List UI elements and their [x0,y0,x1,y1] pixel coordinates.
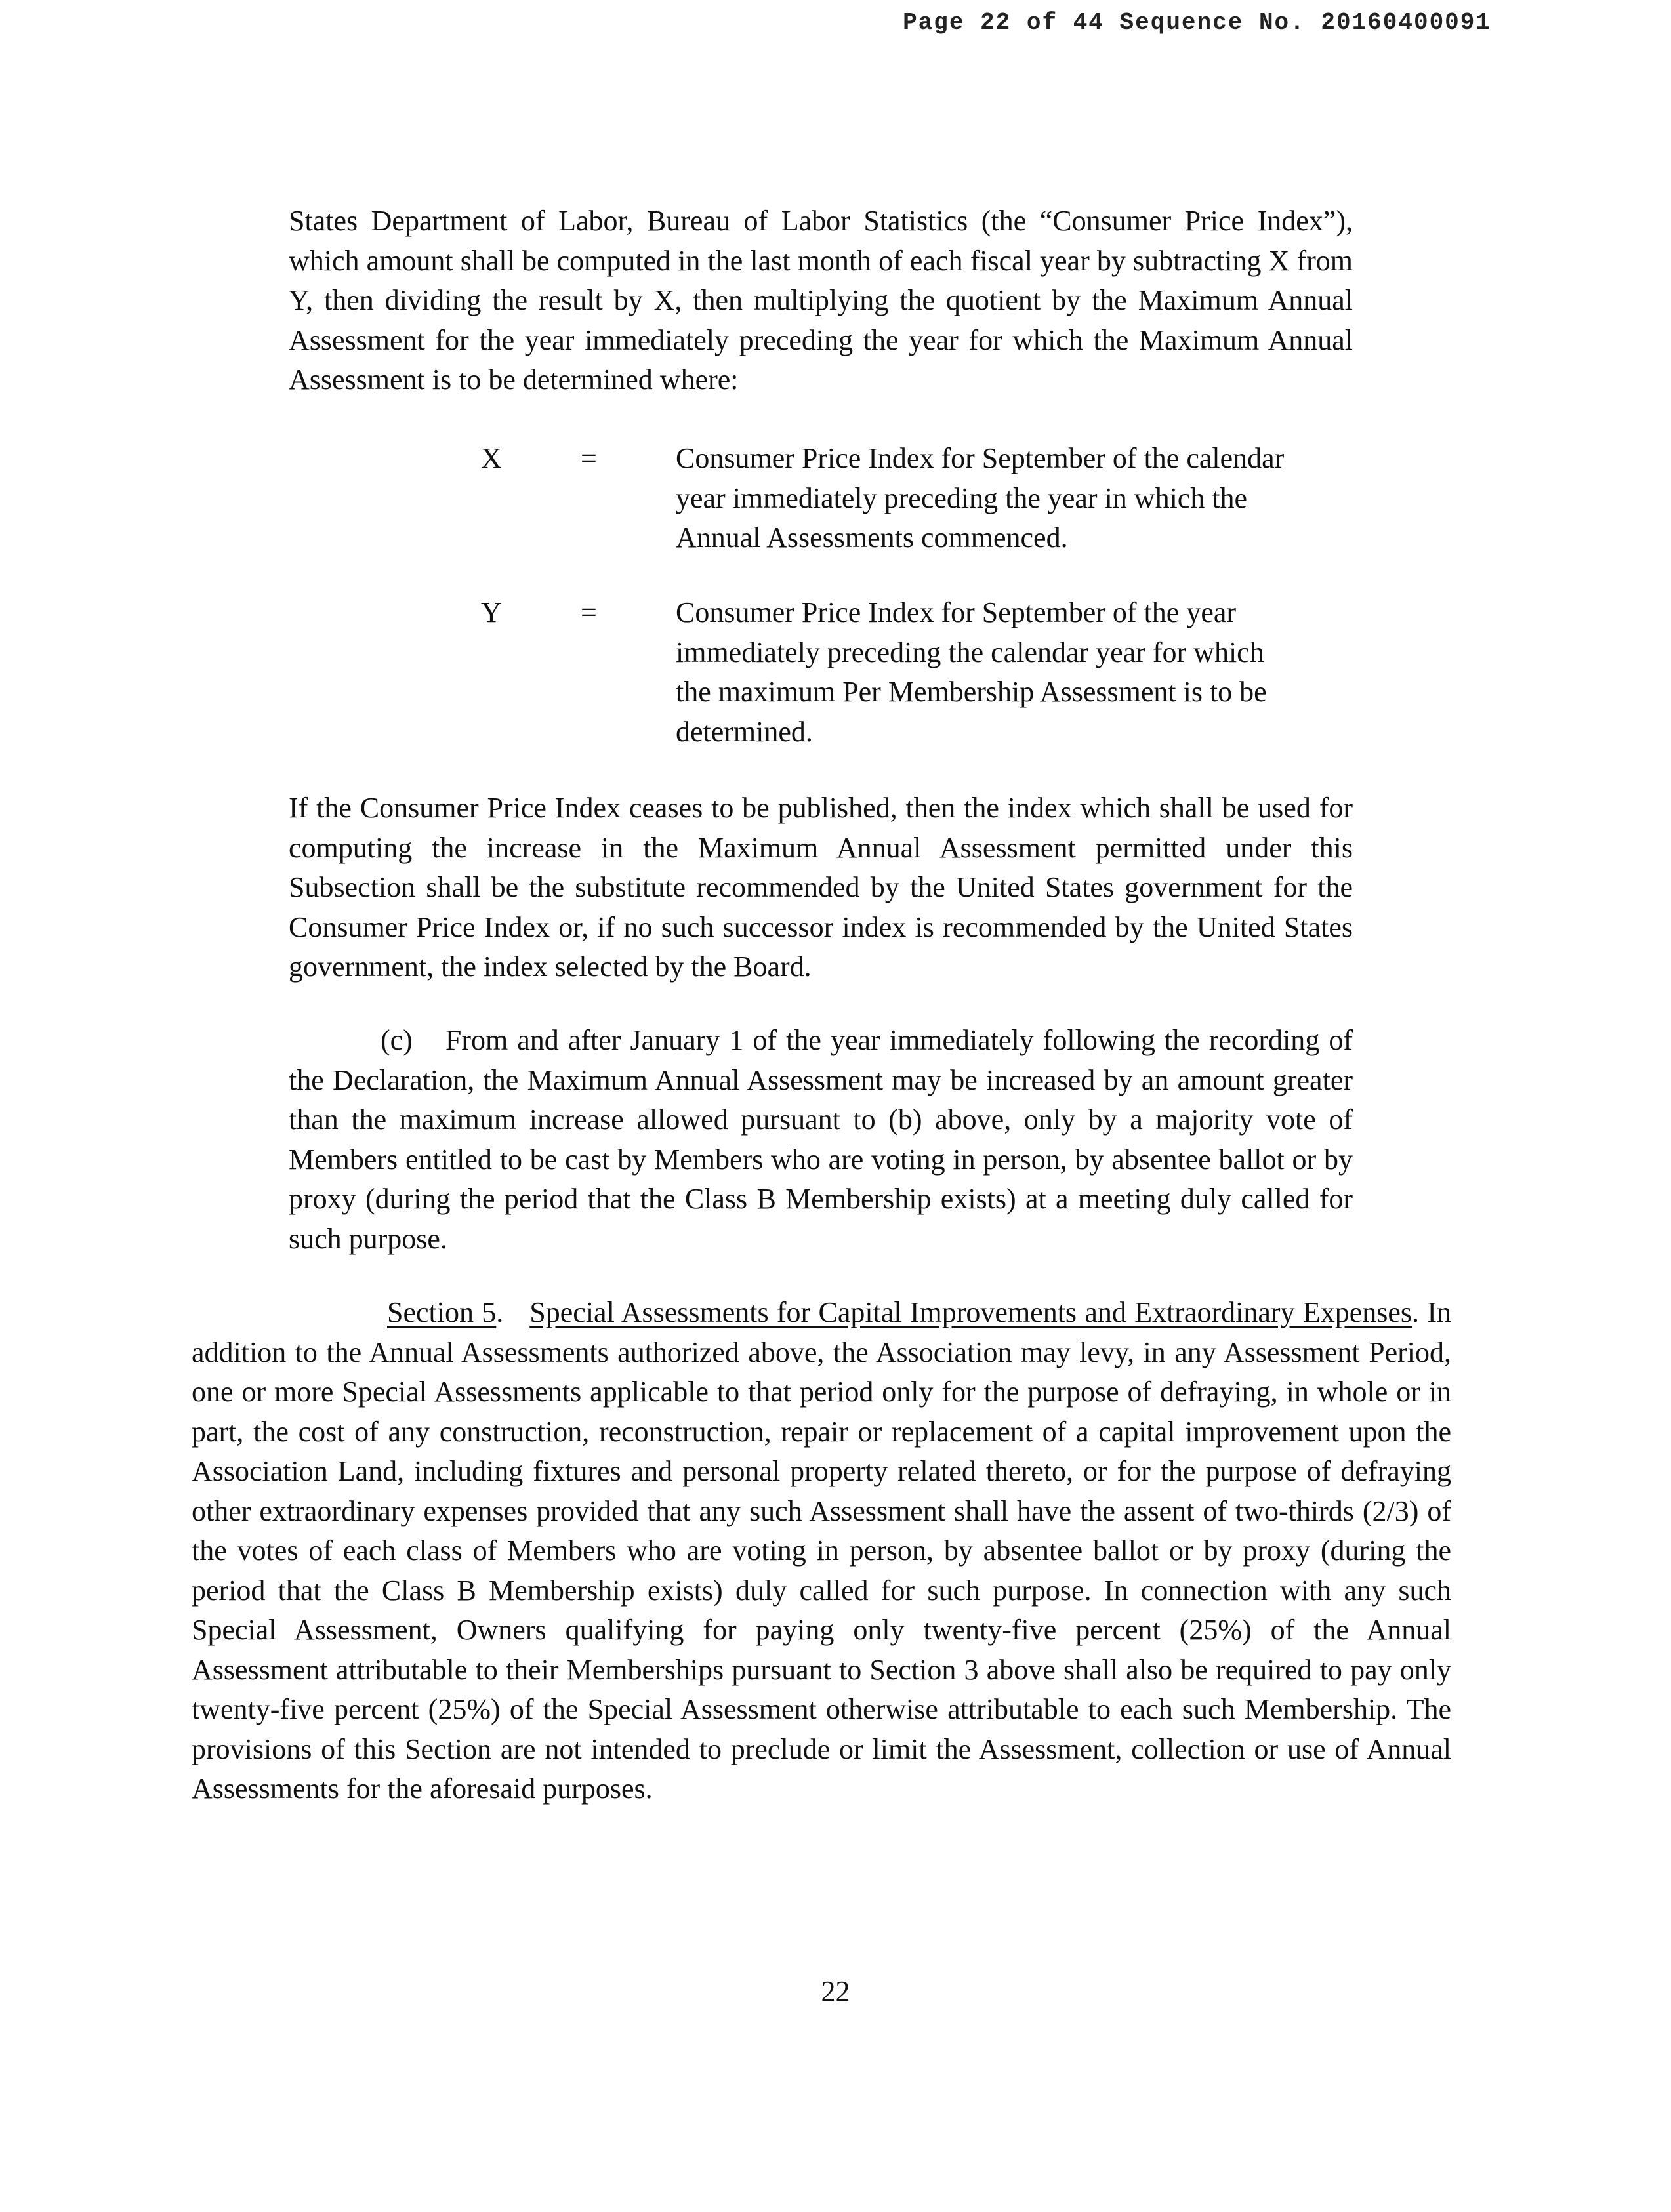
formula-y-variable: Y [481,596,502,628]
section-5-body: In addition to the Annual Assessments authorized above, the Association may levy, in any Assessment Period, one or more Special Assessments applicable to that period only for the purpose of defraying, in whole or in part, the cost of any construction, reconstruction, repair or replacement of a capital improvement upon the Association Land, including fixtures and personal property related thereto, or for the purpose of defraying other extraordinary expenses provided that any such Assessment shall have the assent of two-thirds (2/3) of the votes of each class of Members who are voting in person, by absentee ballot or by proxy (during the period that the Class B Membership exists) duly called for such purpose. In connection with any such Special Assessment, Owners qualifying for paying only twenty-five percent (25%) of the Annual Assessment attributable to their Memberships pursuant to Section 3 above shall also be required to pay only twenty-five percent (25%) of the Special Assessment otherwise attributable to each such Membership. The provisions of this Section are not intended to preclude or limit the Assessment, collection or use of Annual Assessments for the aforesaid purposes. [192,1296,1452,1805]
section-5-title-period: . [1412,1296,1420,1328]
formula-y-operator: = [581,596,597,628]
formula-x-line-1: Consumer Price Index for September of the calendar [676,442,1285,474]
paragraph-intro: States Department of Labor, Bureau of Labor Statistics (the “Consumer Price Index”), which amount shall be computed in the last month of each fiscal year by subtracting X from Y, then dividing the result by X, then multiplying the quotient by the Maximum Annual Assessment for the year immediately preceding the year for which the Maximum Annual Assessment is to be determined where: [289,205,1353,396]
formula-x-definition [676,439,1371,558]
formula-y-definition [676,593,1371,752]
formula-y-line-1: Consumer Price Index for September of the year [676,596,1237,628]
section-5-number-period: . [496,1296,504,1328]
formula-y-line-4: determined. [676,715,813,748]
paragraph-c-label: (c) [381,1024,413,1056]
formula-x-operator: = [581,442,597,474]
formula-y-line-2: immediately preceding the calendar year for which [676,636,1264,668]
formula-x-line-2: year immediately preceding the year in which the [676,481,1248,514]
section-5 [192,1293,1451,1809]
section-5-title: Special Assessments for Capital Improvements and Extraordinary Expenses [529,1296,1413,1328]
page-sequence-header: Page 22 of 44 Sequence No. 20160400091 [903,9,1491,36]
paragraph-c [289,1021,1353,1259]
formula-y-line-3: the maximum Per Membership Assessment is to be [676,676,1267,708]
paragraph-cpi-substitute: If the Consumer Price Index ceases to be published, then the index which shall be used for computing the increase in the Maximum Annual Assessment permitted under this Subsection shall be the substitute recommended by the United States government for the Consumer Price Index or, if no such successor index is recommended by the United States government, the index selected by the Board. [289,792,1353,983]
formula-x-variable: X [481,442,502,474]
paragraph-c-text: From and after January 1 of the year immediately following the recording of the Declaration, the Maximum Annual Assessment may be increased by an amount greater than the maximum increase allowed pursuant to (b) above, only by a majority vote of Members entitled to be cast by Members who are voting in person, by absentee ballot or by proxy (during the period that the Class B Membership exists) at a meeting duly called for such purpose. [289,1024,1353,1255]
formula-x-line-3: Annual Assessments commenced. [676,522,1068,554]
page-number: 22 [821,1975,850,2007]
section-5-number: Section 5 [387,1296,497,1328]
